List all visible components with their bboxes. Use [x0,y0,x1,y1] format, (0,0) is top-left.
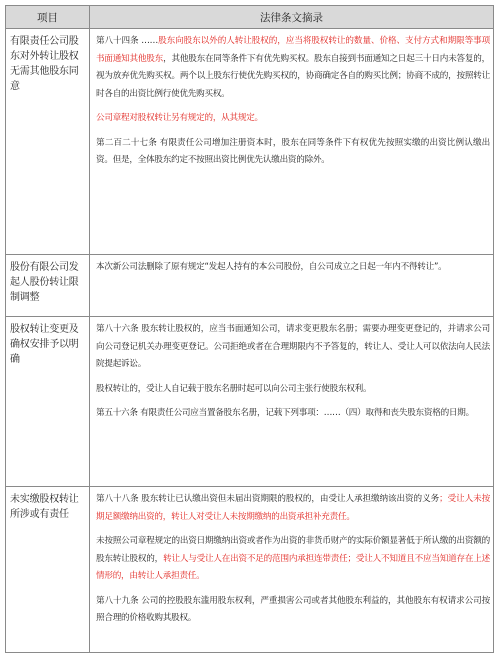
table-row [6,487,494,653]
table-row [6,317,494,487]
highlighted-text: 公司章程对股权转让另有规定的，从其规定。 [96,113,263,123]
law-paragraph [96,321,490,374]
law-paragraph [96,110,490,128]
body-text: ，其他股东在同等条件下有优先购买权。股东自接到书面通知之日起三十日内未答复的，视为放弃优先购买权。两个以上股东行使优先购买权的，协商确定各自的购买比例；协商不成的，按照转让时各自的出资比例行使优先购买权。 [96,53,490,99]
body-text: 本次新公司法删除了原有规定“发起人持有的本公司股份，自公司成立之日起一年内不得转让”。 [96,262,447,272]
table-header-row [6,6,494,29]
row-content [90,487,494,653]
highlighted-text: ；受让人未按期足额缴纳出资的，转让人对受让人未按期缴纳的出资承担补充责任。 [96,494,490,522]
row-item-label: 有限责任公司股东对外转让股权无需其他股东同意 [6,29,90,255]
law-paragraph [96,259,490,277]
header-excerpt: 法律条文摘录 [90,6,494,29]
row-item-label: 未实缴股权转让所涉或有责任 [6,487,90,653]
table-row [6,255,494,317]
body-text: 第八十四条 …… [96,36,158,46]
highlighted-text: 转让人与受让人在出资不足的范围内承担连带责任；受让人不知道且不应当知道存在上述情形的，由转让人承担责任。 [96,553,490,581]
table-row [6,29,494,255]
row-item-label: 股权转让变更及确权安排予以明确 [6,317,90,487]
header-item: 项目 [6,6,90,29]
body-text: 第二百二十七条 有限责任公司增加注册资本时，股东在同等条件下有权优先按照实缴的出资比例认缴出资。但是，全体股东约定不按照出资比例优先认缴出资的除外。 [96,137,490,165]
body-text: 第五十六条 有限责任公司应当置备股东名册，记载下列事项：……（四）取得和丧失股东资格的日期。 [96,408,474,418]
law-paragraph [96,381,490,399]
law-paragraph [96,405,490,423]
row-content [90,317,494,487]
body-text: 未按照公司章程规定的出资日期缴纳出资或者作为出资的非货币财产的实际价额显著低于所认缴的出资额的股东转让股权的， [96,536,490,564]
body-text: 第八十九条 公司的控股股东滥用股东权利，严重损害公司或者其他股东利益的，其他股东有权请求公司按照合理的价格收购其股权。 [96,595,490,623]
body-text: 第八十六条 股东转让股权的，应当书面通知公司，请求变更股东名册；需要办理变更登记的，并请求公司向公司登记机关办理变更登记。公司拒绝或者在合理期限内不予答复的，转让人、受让人可以依法向人民法院提起诉讼。 [96,324,490,369]
row-item-label: 股份有限公司发起人股份转让限制调整 [6,255,90,317]
law-paragraph [96,533,490,586]
law-paragraph [96,593,490,628]
body-text: 股权转让的，受让人自记载于股东名册时起可以向公司主张行使股东权利。 [96,383,372,394]
row-content [90,255,494,317]
highlighted-text: 股东向股东以外的人转让股权的，应当将股权转让的数量、价格、支付方式和期限等事项书面通知其他股东 [96,36,490,64]
row-content [90,29,494,255]
law-excerpt-table [5,5,494,653]
law-paragraph [96,491,490,526]
body-text: 第八十八条 股东转让已认缴出资但未届出资期限的股权的，由受让人承担缴纳该出资的义务 [96,494,440,504]
law-paragraph [96,135,490,170]
law-paragraph [96,33,490,103]
